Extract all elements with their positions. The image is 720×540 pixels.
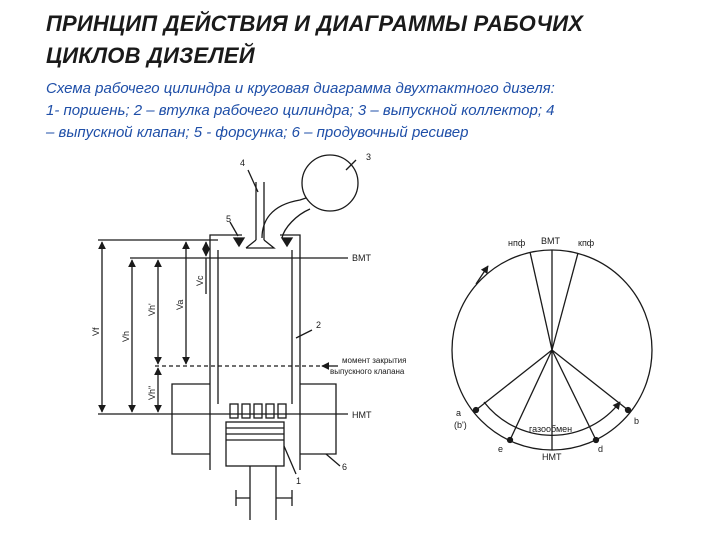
label-num-1: 1 <box>296 476 302 486</box>
caption-line-1: Схема рабочего цилиндра и круговая диаграмма двухтактного дизеля: <box>46 80 555 97</box>
injector-right <box>282 238 292 246</box>
label-bmt: ВМТ <box>352 253 371 263</box>
kpf-line <box>552 253 578 350</box>
cylinder-schematic <box>98 155 358 520</box>
dim-label-vc: Vc <box>195 275 205 286</box>
label-valve-close-1: момент закрытия <box>342 356 407 365</box>
injector <box>234 238 244 246</box>
circular-timing-diagram <box>452 250 652 450</box>
line-to-b <box>552 350 628 410</box>
label-num-6: 6 <box>342 462 348 472</box>
title-line-2: ЦИКЛОВ ДИЗЕЛЕЙ <box>46 43 255 68</box>
label-num-3: 3 <box>366 152 372 162</box>
dim-label-vf: Vf <box>91 327 101 336</box>
label-valve-close-2: выпускного клапана <box>330 367 405 376</box>
piston <box>226 422 284 466</box>
scavenge-ports <box>230 404 286 418</box>
dim-label-vh1: Vh' <box>147 303 157 316</box>
valve-head <box>246 240 274 248</box>
label-kpf: кпф <box>578 238 595 248</box>
npf-line <box>530 252 552 350</box>
label-point-a2: (b') <box>454 420 467 430</box>
label-npf: нпф <box>508 238 526 248</box>
label-num-4: 4 <box>240 158 246 168</box>
exhaust-duct-inner <box>282 209 310 238</box>
leader-5 <box>230 222 238 236</box>
label-point-e: e <box>498 444 504 454</box>
line-to-a <box>476 350 552 410</box>
dim-label-va: Va <box>175 299 185 310</box>
caption-line-2: 1- поршень; 2 – втулка рабочего цилиндра; 3 – выпускной коллектор; 4 <box>46 102 555 119</box>
label-point-d: d <box>598 444 604 454</box>
caption-line-3: – выпускной клапан; 5 - форсунка; 6 – продувочный ресивер <box>46 124 469 141</box>
label-point-a: a <box>456 408 462 418</box>
label-point-b: b <box>634 416 640 426</box>
exhaust-collector <box>302 155 358 211</box>
label-num-5: 5 <box>226 214 232 224</box>
leader-4 <box>248 170 258 192</box>
leader-1 <box>284 446 296 474</box>
cylinder-labels <box>91 152 406 486</box>
label-circle-nmt: НМТ <box>542 452 562 462</box>
label-gas-exchange: газообмен <box>529 424 573 434</box>
dim-label-vh: Vh <box>121 330 131 342</box>
dim-label-vh2: Vh" <box>147 385 157 400</box>
label-nmt: НМТ <box>352 410 372 420</box>
leader-2 <box>296 330 312 338</box>
leader-6 <box>326 454 340 466</box>
title-line-1: ПРИНЦИП ДЕЙСТВИЯ И ДИАГРАММЫ РАБОЧИХ <box>46 11 584 36</box>
label-circle-bmt: ВМТ <box>541 236 560 246</box>
scavenge-receiver <box>172 384 336 454</box>
label-num-2: 2 <box>316 320 322 330</box>
